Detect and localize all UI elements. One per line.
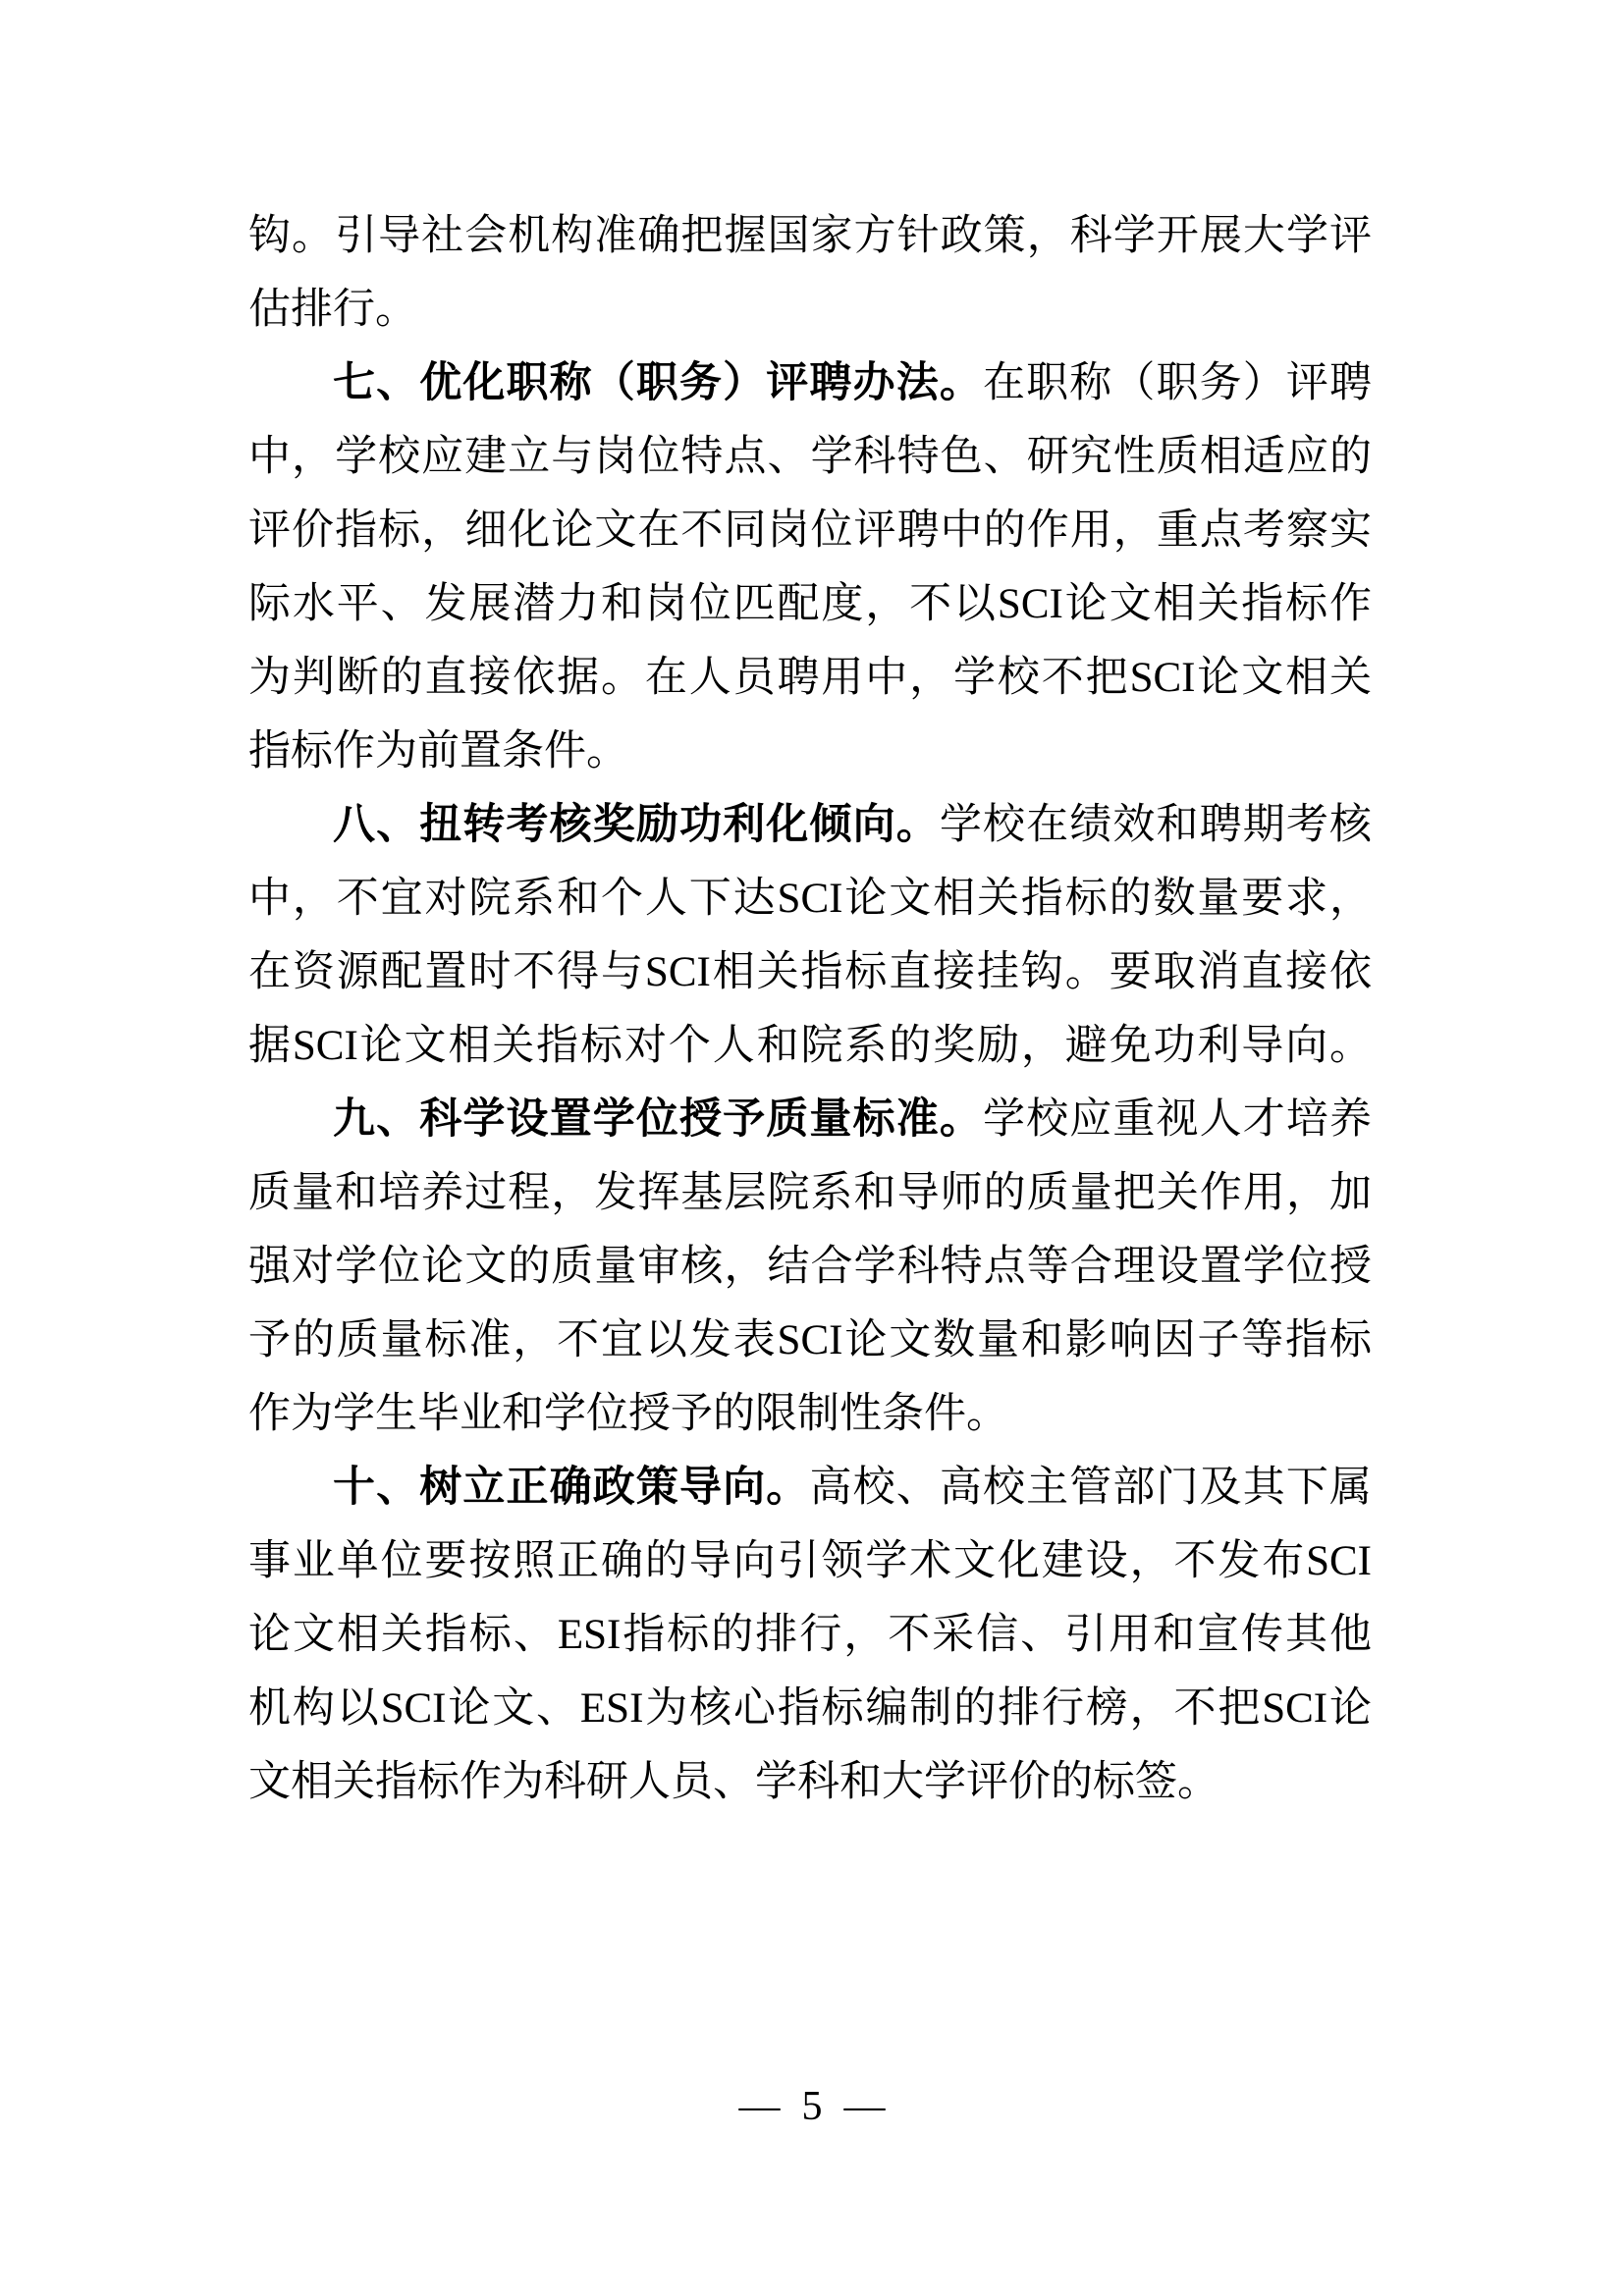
section-heading: 八、扭转考核奖励功利化倾向。 — [333, 801, 940, 848]
text-line — [248, 1524, 1372, 1598]
body-text: 际水平、发展潜力和岗位匹配度，不以SCI论文相关指标作 — [248, 581, 1372, 627]
page-footer — [0, 2079, 1624, 2134]
section-heading: 九、科学设置学位授予质量标准。 — [333, 1095, 983, 1143]
body-text: 据SCI论文相关指标对个人和院系的奖励，避免功利导向。 — [248, 1023, 1372, 1069]
text-line — [248, 199, 1372, 273]
footer-right-dash: — — [843, 2084, 886, 2129]
text-block — [248, 199, 1372, 1819]
text-line — [248, 1598, 1372, 1672]
body-text: 强对学位论文的质量审核，结合学科特点等合理设置学位授 — [248, 1244, 1372, 1290]
text-line — [248, 1230, 1372, 1304]
text-line — [248, 788, 1372, 862]
text-line — [248, 1083, 1372, 1156]
body-text: 中，不宜对院系和个人下达SCI论文相关指标的数量要求， — [248, 876, 1372, 922]
text-line — [248, 1672, 1372, 1745]
body-text: 在资源配置时不得与SCI相关指标直接挂钩。要取消直接依 — [248, 949, 1372, 995]
body-text: 为判断的直接依据。在人员聘用中，学校不把SCI论文相关 — [248, 655, 1372, 701]
text-line — [248, 567, 1372, 641]
text-line — [248, 494, 1372, 567]
text-line — [248, 641, 1372, 715]
text-line — [248, 420, 1372, 494]
body-text: 估排行。 — [248, 287, 417, 333]
text-line — [248, 1009, 1372, 1083]
page-number: 5 — [801, 2084, 823, 2129]
body-text: 指标作为前置条件。 — [248, 728, 628, 774]
body-text: 作为学生毕业和学位授予的限制性条件。 — [248, 1391, 1008, 1437]
section-heading: 七、优化职称（职务）评聘办法。 — [333, 359, 983, 406]
text-line — [248, 1377, 1372, 1451]
text-line — [248, 1451, 1372, 1524]
body-text: 质量和培养过程，发挥基层院系和导师的质量把关作用，加 — [248, 1170, 1372, 1216]
body-text: 中，学校应建立与岗位特点、学科特色、研究性质相适应的 — [248, 434, 1372, 480]
body-text: 高校、高校主管部门及其下属 — [809, 1465, 1373, 1511]
body-text: 文相关指标作为科研人员、学科和大学评价的标签。 — [248, 1759, 1219, 1805]
text-line — [248, 347, 1372, 420]
body-text: 评价指标，细化论文在不同岗位评聘中的作用，重点考察实 — [248, 507, 1372, 554]
text-line — [248, 1745, 1372, 1819]
body-text: 论文相关指标、ESI指标的排行，不采信、引用和宣传其他 — [248, 1612, 1372, 1658]
text-line — [248, 862, 1372, 935]
text-line — [248, 1304, 1372, 1377]
body-text: 钩。引导社会机构准确把握国家方针政策，科学开展大学评 — [248, 213, 1372, 259]
body-text: 学校在绩效和聘期考核 — [939, 802, 1373, 848]
section-heading: 十、树立正确政策导向。 — [333, 1464, 810, 1511]
footer-left-dash: — — [738, 2084, 781, 2129]
text-line — [248, 715, 1372, 788]
text-line — [248, 1156, 1372, 1230]
text-line — [248, 935, 1372, 1009]
body-text: 机构以SCI论文、ESI为核心指标编制的排行榜，不把SCI论 — [248, 1685, 1372, 1732]
body-text: 在职称（职务）评聘 — [982, 360, 1373, 406]
body-text: 学校应重视人才培养 — [982, 1096, 1373, 1143]
text-line — [248, 273, 1372, 347]
body-text: 事业单位要按照正确的导向引领学术文化建设，不发布SCI — [248, 1538, 1372, 1584]
body-text: 予的质量标准，不宜以发表SCI论文数量和影响因子等指标 — [248, 1317, 1372, 1363]
